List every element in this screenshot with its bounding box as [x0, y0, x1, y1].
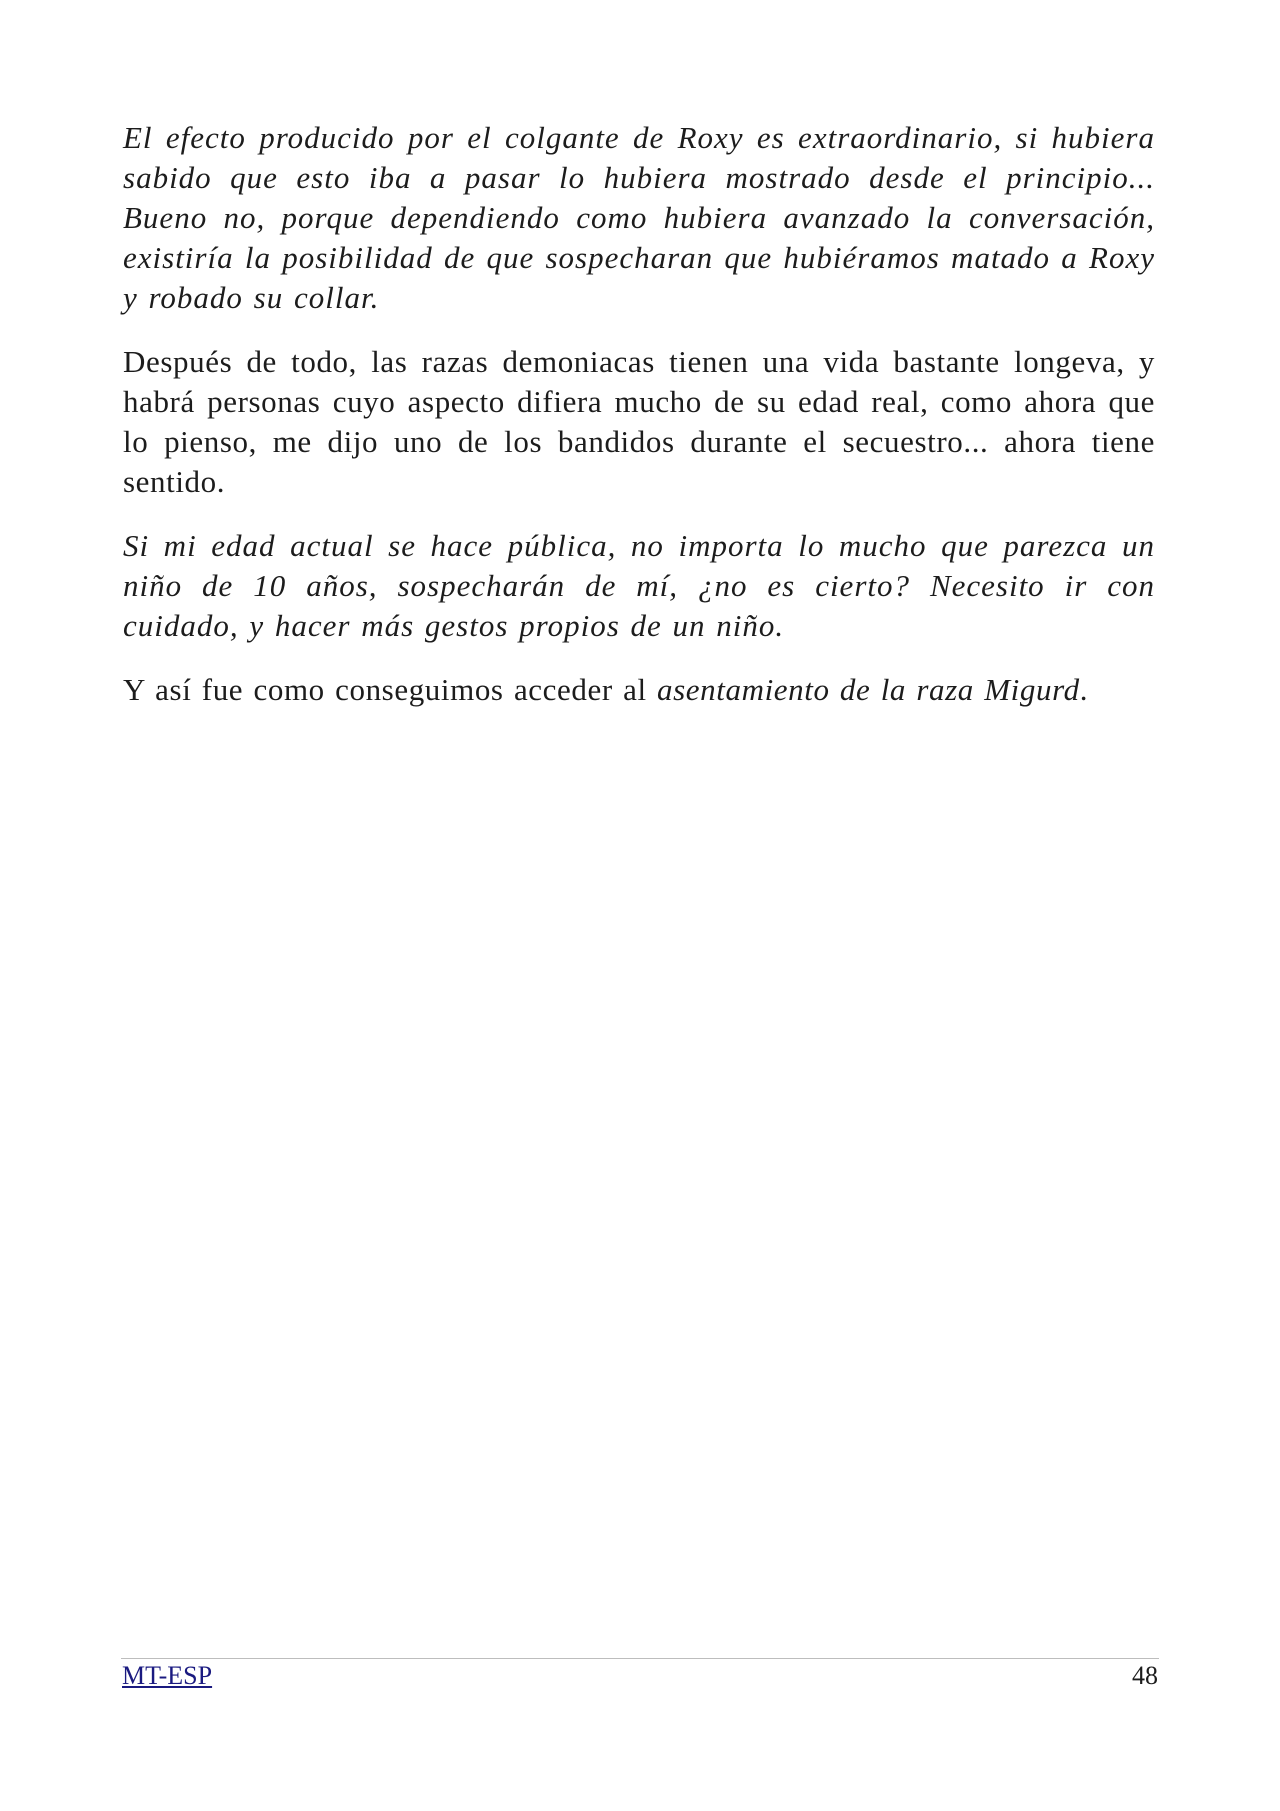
footer-site-link[interactable]: MT-ESP — [122, 1661, 213, 1690]
place-name-emphasis: asentamiento de la raza Migurd — [657, 672, 1080, 707]
page-number: 48 — [1132, 1661, 1158, 1690]
paragraph-narration-2-text: Y así fue como conseguimos acceder al — [123, 672, 658, 707]
paragraph-narration-2-end: . — [1079, 672, 1089, 707]
footer-divider — [121, 1658, 1159, 1659]
paragraph-thought-2: Si mi edad actual se hace pública, no importa lo mucho que parezca un niño de 10 años, sospecharán de mí, ¿no es cierto? Necesito ir con cuidado, y hacer más gestos propios de un niño. — [123, 528, 1155, 643]
paragraph-narration-1: Después de todo, las razas demoniacas tienen una vida bastante longeva, y habrá personas cuyo aspecto difiera mucho de su edad real, como ahora que lo pienso, me dijo uno de los bandidos durante el secuestro... ahora tiene sentido. — [123, 344, 1155, 499]
paragraph-narration-2 — [123, 670, 1155, 710]
page-body — [123, 118, 1155, 734]
paragraph-thought-1: El efecto producido por el colgante de Roxy es extraordinario, si hubiera sabido que esto iba a pasar lo hubiera mostrado desde el principio... Bueno no, porque dependiendo como hubiera avanzado la conversación, existiría la posibilidad de que sospecharan que hubiéramos matado a Roxy y robado su collar. — [123, 120, 1155, 315]
